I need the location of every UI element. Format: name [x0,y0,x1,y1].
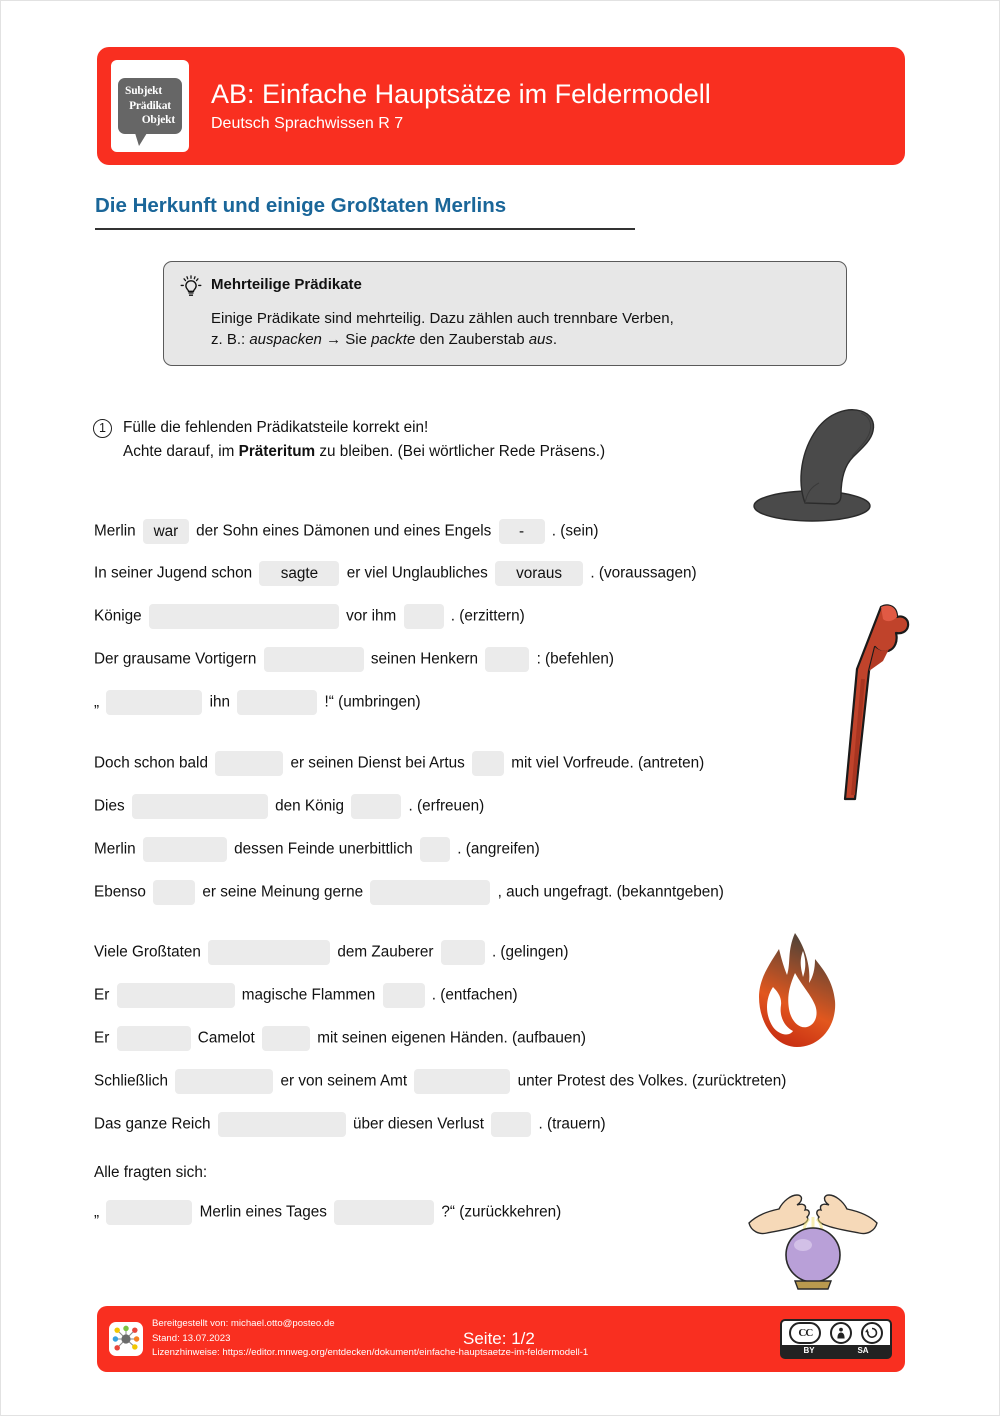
footer-stand: Stand: 13.07.2023 [152,1332,231,1344]
info-box-title: Mehrteilige Prädikate [211,276,362,293]
page-subtitle: Deutsch Sprachwissen R 7 [211,114,404,132]
info-box [163,261,847,366]
sentence-text: Das ganze Reich [94,1115,211,1133]
empty-blank[interactable] [215,751,283,776]
cc-license-badge [780,1319,892,1359]
empty-blank[interactable] [143,837,227,862]
sentence-text: er von seinem Amt [280,1072,408,1090]
sentence-text: „ [94,693,100,711]
exercise-line [94,983,518,1008]
sentence-text: über diesen Verlust [353,1115,484,1133]
empty-blank[interactable] [132,794,268,819]
section-title: Die Herkunft und einige Großtaten Merlins [95,194,507,217]
empty-blank[interactable] [208,940,330,965]
info-line2-mid2: den Zauberstab [415,331,529,349]
page-title: AB: Einfache Hauptsätze im Feldermodell [211,79,711,110]
cc-by-label: BY [803,1346,815,1356]
sentence-text: . (sein) [551,522,599,540]
empty-blank[interactable] [237,690,317,715]
empty-blank[interactable] [153,880,195,905]
cc-sa-share-alike-icon [861,1322,883,1344]
sentence-text: , auch ungefragt. (bekanntgeben) [497,883,724,901]
sentence-text: mit seinen eigenen Händen. (aufbauen) [317,1029,586,1047]
empty-blank[interactable] [472,751,504,776]
info-box-header [180,274,830,301]
logo-line-praedikat: Prädikat [129,99,171,112]
section-title-rule [95,228,635,230]
sentence-text: Schließlich [94,1072,168,1090]
exercise-line [94,1026,586,1051]
empty-blank[interactable] [106,1200,192,1225]
sentence-text: unter Protest des Volkes. (zurücktreten) [517,1072,787,1090]
exercise-line [94,1200,561,1225]
sentence-text: ?“ (zurückkehren) [441,1203,562,1221]
empty-blank[interactable] [117,1026,191,1051]
sentence-text: der Sohn eines Dämonen und eines Engels [196,522,492,540]
info-line2-end: . [552,331,558,349]
footer-provided-by: Bereitgestellt von: michael.otto@posteo.de [152,1318,335,1330]
sentence-text: : (befehlen) [536,650,614,668]
sentence-text: Er [94,1029,110,1047]
exercise-line [94,647,614,672]
sentence-text: seinen Henkern [370,650,479,668]
exercise-line [94,1112,606,1137]
empty-blank[interactable] [264,647,364,672]
empty-blank[interactable] [149,604,339,629]
info-box-line-1: Einige Prädikate sind mehrteilig. Dazu zählen auch trennbare Verben, [211,310,674,327]
cc-sa-label: SA [857,1346,869,1356]
cc-by-person-icon [830,1322,852,1344]
sentence-text: den König [275,797,345,815]
network-dots-icon [111,1324,141,1354]
sentence-text: Der grausame Vortigern [94,650,257,668]
logo-line-objekt: Objekt [141,114,175,127]
sentence-text: Ebenso [94,883,146,901]
sentence-text: ihn [209,693,231,711]
sentence-text: er seinen Dienst bei Artus [290,754,465,772]
exercise-line [94,880,724,905]
sentence-text: mit viel Vorfreude. (antreten) [511,754,705,772]
page-footer [97,1306,905,1372]
empty-blank[interactable] [404,604,444,629]
exercise-line [94,940,568,965]
sentence-text: !“ (umbringen) [324,693,421,711]
task-line-1: Fülle die fehlenden Prädikatsteile korrekt ein! [123,419,429,436]
empty-blank[interactable] [414,1069,510,1094]
empty-blank[interactable] [491,1112,531,1137]
footer-license[interactable]: Lizenzhinweise: https://editor.mnweg.org/entdecken/dokument/einfache-hauptsaetze-im-feldermodell-1 [152,1347,589,1359]
footer-page-number: Seite: 1/2 [463,1329,535,1348]
sentence-text: . (erzittern) [450,607,525,625]
info-line2-packte: packte [371,331,416,349]
flame-icon [743,931,849,1051]
sentence-text: Könige [94,607,142,625]
empty-blank[interactable] [106,690,202,715]
sentence-text: Camelot [197,1029,255,1047]
sentence-text: . (gelingen) [491,943,569,961]
empty-blank[interactable] [262,1026,310,1051]
sentence-text: Er [94,986,110,1004]
sentence-text: Merlin [94,522,136,540]
logo-line-subjekt: Subjekt [125,84,162,97]
exercise-line [94,604,525,629]
speech-bubble-icon [118,78,182,134]
sentence-text: . (entfachen) [431,986,518,1004]
sentence-text: . (voraussagen) [590,564,697,582]
sentence-text: er viel Unglaubliches [346,564,488,582]
cc-labels-row [782,1345,890,1357]
mnweg-logo-icon [109,1322,143,1356]
empty-blank[interactable] [441,940,485,965]
empty-blank[interactable] [117,983,235,1008]
sentence-text: Alle fragten sich: [94,1164,208,1181]
exercise-line [94,1164,207,1182]
filled-blank[interactable]: voraus [495,561,583,586]
task-line2-a: Achte darauf, im [123,443,239,461]
crystal-ball-icon [743,1177,883,1291]
empty-blank[interactable] [485,647,529,672]
info-box-line-2 [211,329,830,350]
cc-icons-row [782,1321,890,1345]
sentence-text: Merlin eines Tages [199,1203,327,1221]
sentence-text: magische Flammen [241,986,376,1004]
sentence-text: Merlin [94,840,136,858]
magic-wand-icon [833,599,929,813]
exercise-line [94,1069,786,1094]
page-header [97,47,905,165]
exercise-line [94,519,599,544]
sentence-text: In seiner Jugend schon [94,564,253,582]
exercise-line [94,561,697,586]
info-box-body [211,308,830,351]
empty-blank[interactable] [175,1069,273,1094]
info-line2-mid: → Sie [321,331,372,349]
filled-blank[interactable]: - [499,519,545,544]
exercise-line [94,751,704,776]
header-text-block [211,79,711,132]
task-number-badge: 1 [93,419,112,438]
info-line2-verb: auspacken [249,331,322,349]
task-line2-c: zu bleiben. (Bei wörtlicher Rede Präsens.) [315,443,606,461]
exercise-line [94,837,540,862]
sentence-text: Doch schon bald [94,754,208,772]
task-instruction [93,416,605,464]
info-line2-aus: aus [528,331,553,349]
empty-blank[interactable] [370,880,490,905]
cc-icon: CC [789,1322,821,1344]
filled-blank[interactable]: war [143,519,189,544]
filled-blank[interactable]: sagte [259,561,339,586]
task-line2-emphasis: Präteritum [238,443,316,461]
sentence-text: . (erfreuen) [408,797,485,815]
exercise-line [94,690,421,715]
empty-blank[interactable] [334,1200,434,1225]
exercise-line [94,794,484,819]
sentence-text: . (trauern) [538,1115,606,1133]
task-text [123,416,605,464]
sentence-text: dem Zauberer [337,943,434,961]
sentence-text: er seine Meinung gerne [202,883,364,901]
task-line-2 [123,440,605,464]
sentence-text: . (angreifen) [457,840,540,858]
lightbulb-icon [180,275,202,301]
sentence-text: vor ihm [346,607,397,625]
empty-blank[interactable] [351,794,401,819]
empty-blank[interactable] [218,1112,346,1137]
empty-blank[interactable] [383,983,425,1008]
info-line2-prefix: z. B.: [211,331,250,349]
sentence-text: Dies [94,797,125,815]
sentence-text: „ [94,1203,100,1221]
sentence-text: dessen Feinde unerbittlich [234,840,413,858]
subject-predicate-object-logo [111,60,189,152]
wizard-hat-icon [749,407,885,525]
empty-blank[interactable] [420,837,450,862]
sentence-text: Viele Großtaten [94,943,201,961]
